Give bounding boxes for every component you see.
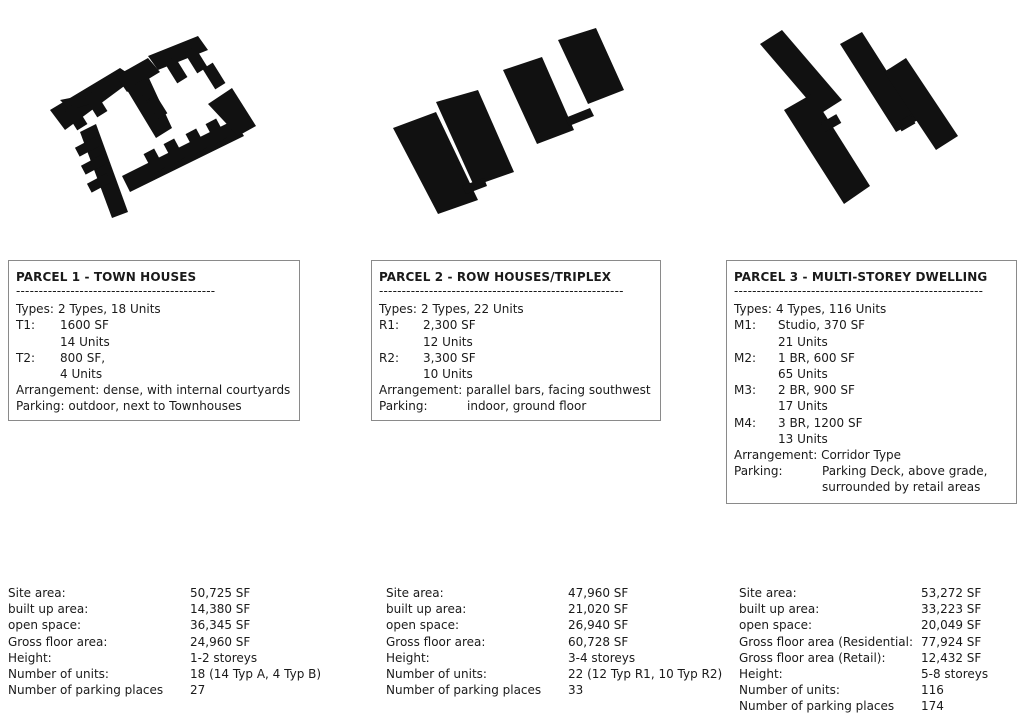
unit-type-size: 1 BR, 600 SF xyxy=(778,350,855,365)
parking-value: outdoor, next to Townhouses xyxy=(68,399,242,414)
parcel-1-footprint xyxy=(50,36,256,218)
stat-value: 36,345 SF xyxy=(190,618,251,633)
stat-value: 21,020 SF xyxy=(568,602,629,617)
stat-label: Height: xyxy=(8,650,52,665)
stat-label: Number of units: xyxy=(8,667,109,682)
stat-row xyxy=(8,617,321,633)
unit-type-code: M1: xyxy=(734,318,757,333)
stat-label: Gross floor area (Retail): xyxy=(739,650,886,665)
parking-label: Parking: xyxy=(16,399,65,414)
stat-label: open space: xyxy=(739,618,813,633)
parking-value: Parking Deck, above grade, xyxy=(822,464,988,479)
stat-label: open space: xyxy=(386,618,460,633)
stat-row xyxy=(386,666,722,682)
stat-label: Number of units: xyxy=(386,667,487,682)
stat-value: 26,940 SF xyxy=(568,618,629,633)
parking-value: surrounded by retail areas xyxy=(822,480,981,495)
unit-type-size: 3 BR, 1200 SF xyxy=(778,415,863,430)
unit-type-size: 2,300 SF xyxy=(423,318,476,333)
unit-type-size: 2 BR, 900 SF xyxy=(778,383,855,398)
unit-type-code: T2: xyxy=(16,350,36,365)
unit-type-size: 800 SF, xyxy=(60,350,106,365)
stat-label: Number of parking places xyxy=(739,699,895,714)
stat-row xyxy=(739,666,988,682)
stat-value: 77,924 SF xyxy=(921,634,982,649)
stat-value: 174 xyxy=(921,699,944,714)
stat-value: 116 xyxy=(921,683,944,698)
arrangement-value: parallel bars, facing southwest xyxy=(466,383,651,398)
stat-label: built up area: xyxy=(739,602,820,617)
stat-value: 47,960 SF xyxy=(568,586,629,600)
stat-row xyxy=(739,634,988,650)
stat-value: 12,432 SF xyxy=(921,650,982,665)
stat-label: built up area: xyxy=(8,602,89,617)
stat-label: Site area: xyxy=(386,586,444,600)
stat-value: 50,725 SF xyxy=(190,586,251,600)
stat-row xyxy=(8,666,321,682)
divider: ------------------------------------------------------- xyxy=(734,285,984,299)
stat-row xyxy=(386,585,722,601)
unit-type-count: 14 Units xyxy=(60,334,110,349)
arrangement-value: dense, with internal courtyards xyxy=(103,383,291,398)
types-label: Types: xyxy=(734,302,772,317)
unit-type-code: M4: xyxy=(734,415,757,430)
stat-row xyxy=(386,650,722,666)
stat-row xyxy=(386,634,722,650)
stat-label: Site area: xyxy=(739,586,797,600)
stat-row xyxy=(739,585,988,601)
parcel-2-stats xyxy=(386,585,722,698)
stat-label: Gross floor area: xyxy=(8,634,108,649)
stat-row xyxy=(386,682,722,698)
types-label: Types: xyxy=(16,302,54,317)
unit-type-code: M2: xyxy=(734,350,757,365)
stat-label: Number of parking places xyxy=(386,683,542,698)
unit-type-count: 12 Units xyxy=(423,334,473,349)
stat-row xyxy=(8,601,321,617)
stat-label: Number of units: xyxy=(739,683,840,698)
stat-label: Height: xyxy=(739,667,783,682)
stat-row xyxy=(8,650,321,666)
stat-row xyxy=(739,682,988,698)
stat-value: 18 (14 Typ A, 4 Typ B) xyxy=(190,667,322,682)
parking-label: Parking: xyxy=(379,399,428,414)
unit-type-size: 1600 SF xyxy=(60,318,109,333)
parcel-3-stats xyxy=(739,585,988,715)
unit-type-count: 13 Units xyxy=(778,431,828,446)
stat-label: Number of parking places xyxy=(8,683,164,698)
stat-label: Gross floor area: xyxy=(386,634,486,649)
parking-value: indoor, ground floor xyxy=(467,399,587,414)
stat-label: open space: xyxy=(8,618,82,633)
stat-value: 27 xyxy=(190,683,206,698)
unit-type-size: Studio, 370 SF xyxy=(778,318,866,333)
unit-type-count: 65 Units xyxy=(778,367,828,382)
unit-type-count: 4 Units xyxy=(60,367,103,382)
stat-label: Gross floor area (Residential: xyxy=(739,634,914,649)
unit-type-size: 3,300 SF xyxy=(423,350,476,365)
stat-row xyxy=(739,698,988,714)
stat-value: 33 xyxy=(568,683,584,698)
parcel-footprints xyxy=(0,0,1024,250)
parcel-title: PARCEL 3 - MULTI-STOREY DWELLING xyxy=(734,270,988,284)
divider: -------------------------------------------- xyxy=(16,285,216,299)
stat-row xyxy=(386,601,722,617)
arrangement-label: Arrangement: xyxy=(379,383,463,398)
stat-row xyxy=(8,682,321,698)
unit-type-code: M3: xyxy=(734,383,757,398)
stat-value: 22 (12 Typ R1, 10 Typ R2) xyxy=(568,667,723,682)
stat-value: 33,223 SF xyxy=(921,602,982,617)
types-value: 4 Types, 116 Units xyxy=(776,302,887,317)
stat-value: 53,272 SF xyxy=(921,586,982,600)
stat-row xyxy=(739,650,988,666)
stat-value: 3-4 storeys xyxy=(568,650,636,665)
unit-type-code: T1: xyxy=(16,318,36,333)
stat-label: built up area: xyxy=(386,602,467,617)
unit-type-code: R2: xyxy=(379,350,400,365)
parcel-3-card xyxy=(726,260,1017,504)
stat-value: 5-8 storeys xyxy=(921,667,989,682)
arrangement-value: Corridor Type xyxy=(821,448,902,463)
arrangement-label: Arrangement: xyxy=(16,383,100,398)
parking-label: Parking: xyxy=(734,464,783,479)
stat-label: Height: xyxy=(386,650,430,665)
unit-type-count: 21 Units xyxy=(778,334,828,349)
arrangement-label: Arrangement: xyxy=(734,448,818,463)
stat-value: 24,960 SF xyxy=(190,634,251,649)
parcel-1-stats xyxy=(8,585,321,698)
stat-row xyxy=(386,617,722,633)
parcel-title: PARCEL 2 - ROW HOUSES/TRIPLEX xyxy=(379,270,612,284)
stat-row xyxy=(8,585,321,601)
parcel-3-footprint xyxy=(760,30,958,204)
stat-value: 14,380 SF xyxy=(190,602,251,617)
stat-value: 60,728 SF xyxy=(568,634,629,649)
types-label: Types: xyxy=(379,302,417,317)
stat-value: 1-2 storeys xyxy=(190,650,258,665)
stat-row xyxy=(739,601,988,617)
parcel-1-card xyxy=(8,260,300,421)
stat-value: 20,049 SF xyxy=(921,618,982,633)
parcel-2-card xyxy=(371,260,661,421)
types-value: 2 Types, 22 Units xyxy=(421,302,524,317)
stat-row xyxy=(739,617,988,633)
parcel-2-footprint xyxy=(393,28,624,214)
divider: ------------------------------------------------------ xyxy=(379,285,624,299)
stat-label: Site area: xyxy=(8,586,66,600)
unit-type-code: R1: xyxy=(379,318,400,333)
stat-row xyxy=(8,634,321,650)
unit-type-count: 17 Units xyxy=(778,399,828,414)
parcel-title: PARCEL 1 - TOWN HOUSES xyxy=(16,270,197,284)
unit-type-count: 10 Units xyxy=(423,367,473,382)
types-value: 2 Types, 18 Units xyxy=(58,302,161,317)
